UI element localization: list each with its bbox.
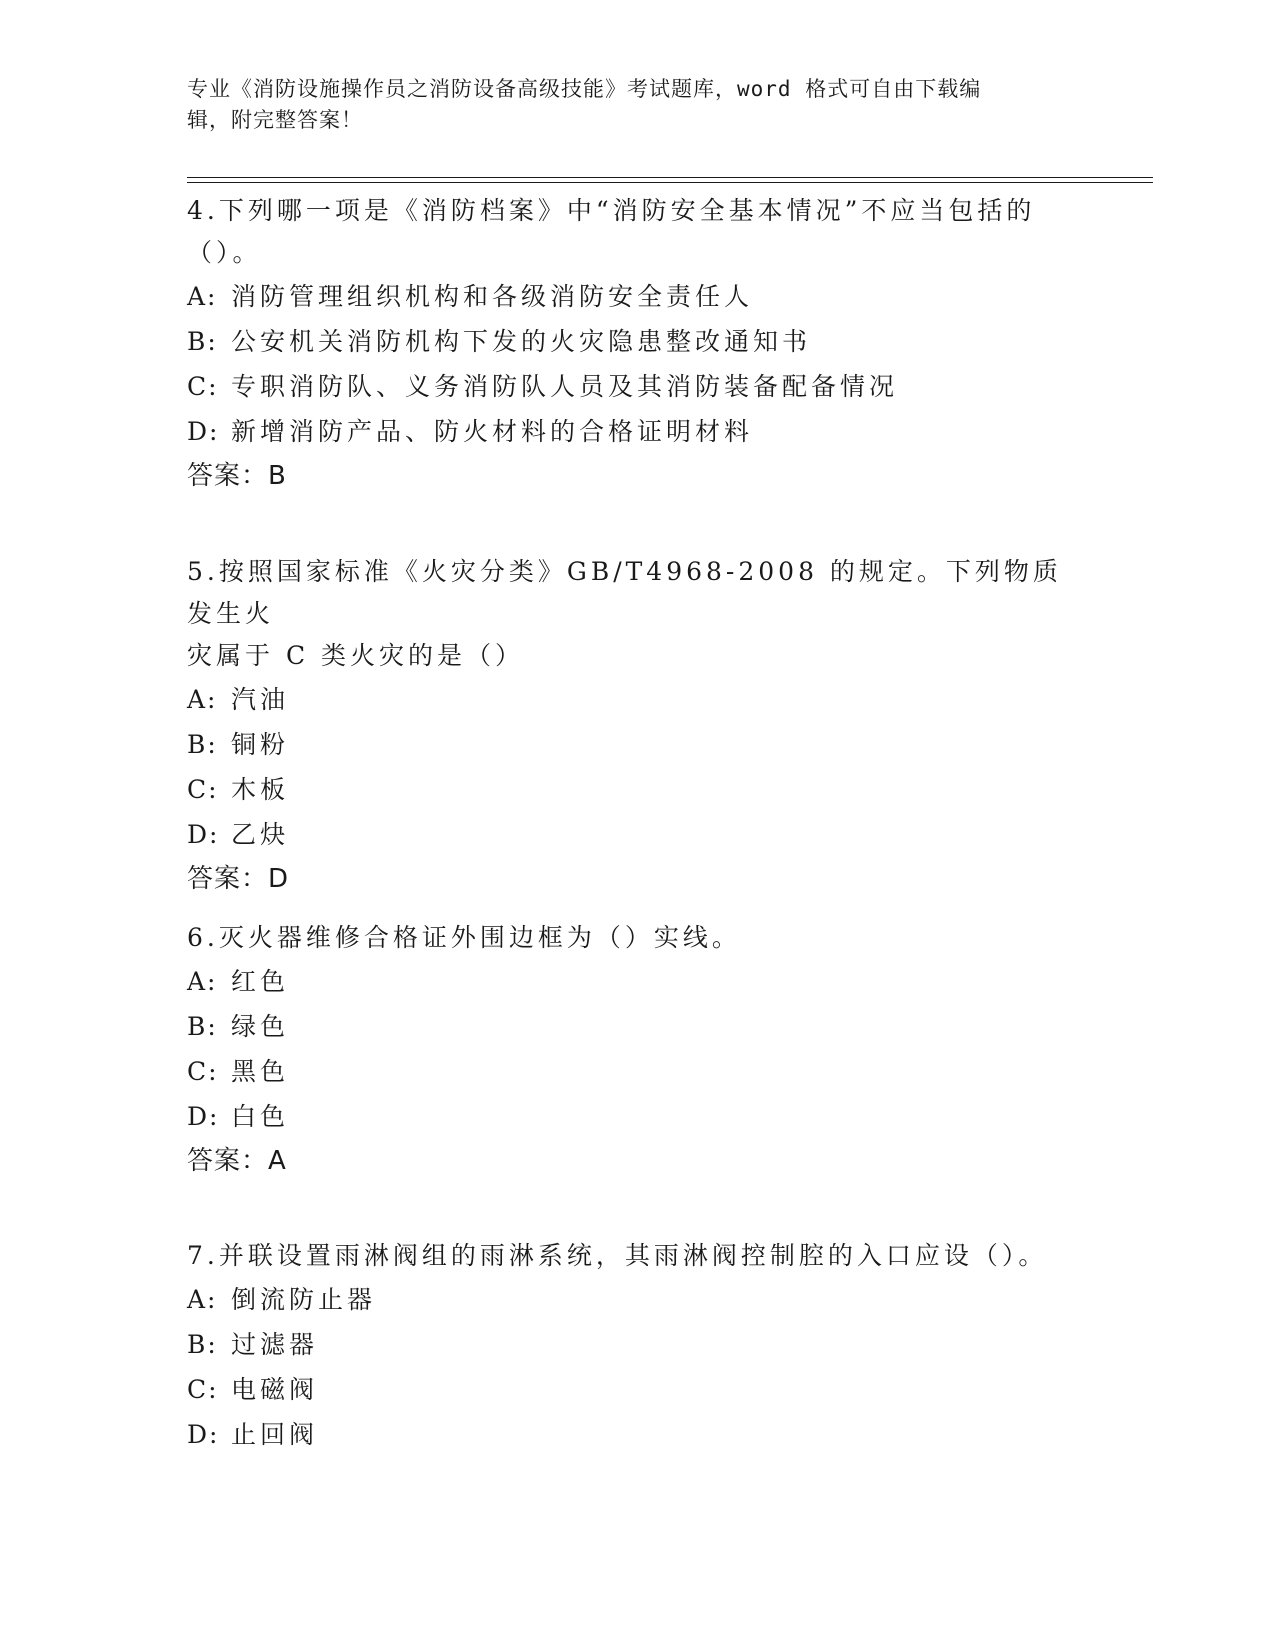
option-text: 乙炔 <box>231 820 290 849</box>
option-text: 汽油 <box>231 685 290 714</box>
option-letter: A: <box>187 1285 218 1314</box>
option-letter: B: <box>187 327 218 356</box>
option-d <box>187 812 1087 857</box>
option-letter: C: <box>187 1057 219 1086</box>
answer: 答案：B <box>187 461 287 491</box>
document-header <box>187 74 1067 136</box>
option-text: 电磁阀 <box>231 1375 319 1404</box>
option-text: 止回阀 <box>231 1420 319 1449</box>
question-text: 5.按照国家标准《火灾分类》GB/T4968-2008 的规定。下列物质发生火 <box>187 557 1062 628</box>
option-c <box>187 767 1087 812</box>
option-b <box>187 1004 1087 1049</box>
option-b <box>187 319 1087 364</box>
option-letter: C: <box>187 372 219 401</box>
option-text: 专职消防队、义务消防队人员及其消防装备配备情况 <box>231 372 899 401</box>
option-b <box>187 722 1087 767</box>
question-text: 6.灭火器维修合格证外围边框为（）实线。 <box>187 923 741 952</box>
option-text: 过滤器 <box>231 1330 319 1359</box>
question-7 <box>187 1235 1087 1457</box>
option-a <box>187 677 1087 722</box>
option-letter: D: <box>187 417 220 446</box>
option-c <box>187 364 1087 409</box>
option-a <box>187 274 1087 319</box>
option-letter: B: <box>187 1330 218 1359</box>
option-c <box>187 1367 1087 1412</box>
header-line-1: 专业《消防设施操作员之消防设备高级技能》考试题库，word 格式可自由下载编 <box>187 77 982 101</box>
answer: 答案：A <box>187 1146 287 1176</box>
option-b <box>187 1322 1087 1367</box>
option-text: 倒流防止器 <box>231 1285 377 1314</box>
option-d <box>187 1412 1087 1457</box>
option-c <box>187 1049 1087 1094</box>
option-text: 消防管理组织机构和各级消防安全责任人 <box>231 282 754 311</box>
option-text: 铜粉 <box>231 730 290 759</box>
option-text: 新增消防产品、防火材料的合格证明材料 <box>231 417 754 446</box>
option-letter: D: <box>187 820 220 849</box>
option-letter: D: <box>187 1420 220 1449</box>
option-text: 红色 <box>231 967 290 996</box>
option-d <box>187 1094 1087 1139</box>
option-letter: C: <box>187 1375 219 1404</box>
option-letter: B: <box>187 1012 218 1041</box>
question-text: 7.并联设置雨淋阀组的雨淋系统，其雨淋阀控制腔的入口应设（）。 <box>187 1241 1048 1270</box>
option-letter: A: <box>187 685 218 714</box>
question-text: 4.下列哪一项是《消防档案》中“消防安全基本情况”不应当包括的 <box>187 196 1036 225</box>
question-text-cont: 灾属于 C 类火灾的是（） <box>187 641 525 670</box>
option-text: 黑色 <box>231 1057 290 1086</box>
question-5 <box>187 551 1087 902</box>
option-text: 木板 <box>231 775 290 804</box>
option-letter: C: <box>187 775 219 804</box>
question-6 <box>187 917 1087 1184</box>
option-letter: A: <box>187 282 218 311</box>
option-text: 白色 <box>231 1102 290 1131</box>
question-4 <box>187 190 1087 499</box>
question-text-cont: （）。 <box>187 238 262 267</box>
option-a <box>187 1277 1087 1322</box>
header-line-2: 辑，附完整答案！ <box>187 108 363 132</box>
header-divider-bottom <box>187 182 1153 183</box>
option-letter: A: <box>187 967 218 996</box>
option-text: 绿色 <box>231 1012 290 1041</box>
option-letter: D: <box>187 1102 220 1131</box>
header-divider-top <box>187 177 1153 178</box>
answer: 答案：D <box>187 864 290 894</box>
option-d <box>187 409 1087 454</box>
option-text: 公安机关消防机构下发的火灾隐患整改通知书 <box>231 327 812 356</box>
option-letter: B: <box>187 730 218 759</box>
option-a <box>187 959 1087 1004</box>
